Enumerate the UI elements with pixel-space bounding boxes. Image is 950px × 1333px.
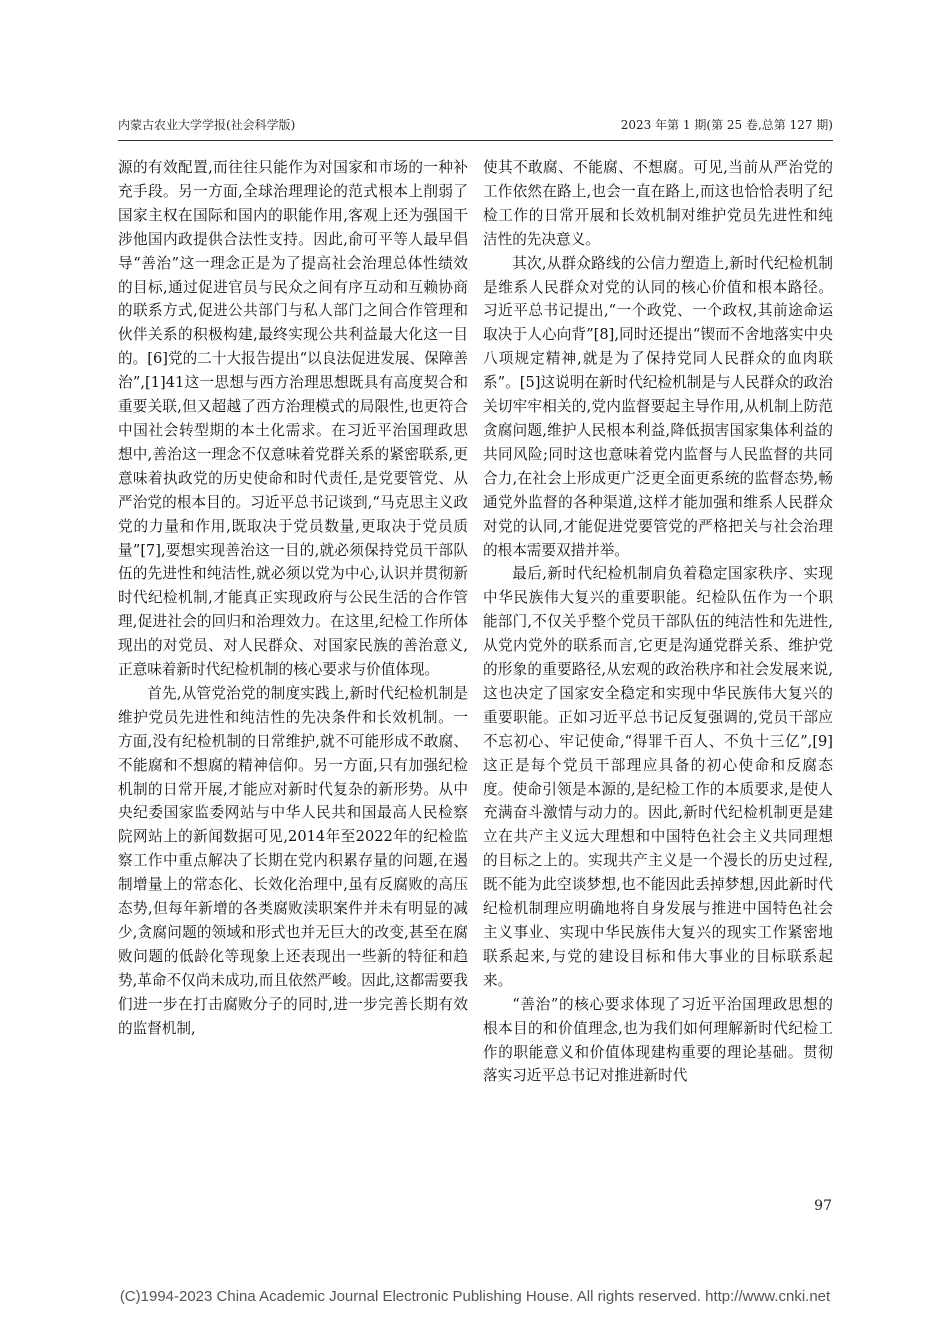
paragraph: 其次,从群众路线的公信力塑造上,新时代纪检机制是维系人民群众对党的认同的核心价值和根本路径。习近平总书记提出,“一个政党、一个政权,其前途命运取决于人心向背”[8],同时还提出“锲而不舍地落实中央八项规定精神,就是为了保持党同人民群众的血肉联系”。[5]这说明在新时代纪检机制是与人民群众的政治关切牢牢相关的,党内监督要起主导作用,从机制上防范贪腐问题,维护人民根本利益,降低损害国家集体利益的共同风险;同时这也意味着党内监督与人民监督的共同合力,在社会上形成更广泛更全面更系统的监督态势,畅通党外监督的各种渠道,这样才能加强和维系人民群众对党的认同,才能促进党要管党的严格把关与社会治理的根本需要双措并举。 — [483, 254, 833, 559]
running-header — [118, 116, 833, 136]
journal-title: 内蒙古农业大学学报(社会科学版) — [118, 118, 296, 132]
copyright-footer: (C)1994-2023 China Academic Journal Electronic Publishing House. All rights reserved. http://www.cnki.net — [119, 1288, 831, 1305]
paragraph: 源的有效配置,而往往只能作为对国家和市场的一种补充手段。另一方面,全球治理理论的范式根本上削弱了国家主权在国际和国内的职能作用,客观上还为强国干涉他国内政提供合法性支持。因此,俞可平等人最早倡导“善治”这一理念正是为了提高社会治理总体性绩效的目标,通过促进官员与民众之间有序互动和互赖协商的联系方式,促进公共部门与私人部门之间合作管理和伙伴关系的积极构建,最终实现公共利益最大化这一目的。[6]党的二十大报告提出“以良法促进发展、保障善治”,[1]41这一思想与西方治理思想既具有高度契合和重要关联,但又超越了西方治理模式的局限性,也更符合中国社会转型期的本土化需求。在习近平治国理政思想中,善治这一理念不仅意味着党群关系的紧密联系,更意味着执政党的历史使命和时代责任,是党要管党、从严治党的根本目的。习近平总书记谈到,“马克思主义政党的力量和作用,既取决于党员数量,更取决于党员质量”[7],要想实现善治这一目的,就必须保持党员干部队伍的先进性和纯洁性,就必须以党为中心,认识并贯彻新时代纪检机制,才能真正实现政府与公民生活的合作管理,促进社会的回归和治理效力。在这里,纪检工作所体现出的对党员、对人民群众、对国家民族的善治意义,正意味着新时代纪检机制的核心要求与价值体现。 — [118, 159, 468, 679]
paragraph: 使其不敢腐、不能腐、不想腐。可见,当前从严治党的工作依然在路上,也会一直在路上,而这也恰恰表明了纪检工作的日常开展和长效机制对维护党员先进性和纯洁性的先决意义。 — [483, 159, 833, 248]
issue-info: 2023 年第 1 期(第 25 卷,总第 127 期) — [620, 118, 833, 132]
paragraph: 最后,新时代纪检机制肩负着稳定国家秩序、实现中华民族伟大复兴的重要职能。纪检队伍作为一个职能部门,不仅关乎整个党员干部队伍的纯洁性和先进性,从党内党外的联系而言,它更是沟通党群关系、维护党的形象的重要路径,从宏观的政治秩序和社会发展来说,这也决定了国家安全稳定和实现中华民族伟大复兴的重要职能。正如习近平总书记反复强调的,党员干部应不忘初心、牢记使命,“得罪千百人、不负十三亿”,[9]这正是每个党员干部理应具备的初心使命和反腐态度。使命引领是本源的,是纪检工作的本质要求,是使人充满奋斗激情与动力的。因此,新时代纪检机制更是建立在共产主义远大理想和中国特色社会主义共同理想的目标之上的。实现共产主义是一个漫长的历史过程,既不能为此空谈梦想,也不能因此丢掉梦想,因此新时代纪检机制理应明确地将自身发展与推进中国特色社会主义事业、实现中华民族伟大复兴的现实工作紧密地联系起来,与党的建设目标和伟大事业的目标联系起来。 — [483, 565, 833, 989]
page-number: 97 — [814, 1198, 832, 1214]
left-column — [118, 156, 468, 1041]
right-column — [483, 156, 833, 1088]
paragraph: 首先,从管党治党的制度实践上,新时代纪检机制是维护党员先进性和纯洁性的先决条件和长效机制。一方面,没有纪检机制的日常维护,就不可能形成不敢腐、不能腐和不想腐的精神信仰。另一方面,只有加强纪检机制的日常开展,才能应对新时代复杂的新形势。从中央纪委国家监委网站与中华人民共和国最高人民检察院网站上的新闻数据可见,2014年至2022年的纪检监察工作中重点解决了长期在党内积累存量的问题,在遏制增量上的常态化、长效化治理中,虽有反腐败的高压态势,但每年新增的各类腐败渎职案件并未有明显的减少,贪腐问题的领域和形式也并无巨大的改变,甚至在腐败问题的低龄化等现象上还表现出一些新的特征和趋势,革命不仅尚未成功,而且依然严峻。因此,这都需要我们进一步在打击腐败分子的同时,进一步完善长期有效的监督机制, — [118, 684, 468, 1037]
header-rule — [118, 140, 833, 141]
paragraph: “善治”的核心要求体现了习近平治国理政思想的根本目的和价值理念,也为我们如何理解新时代纪检工作的职能意义和价值体现建构重要的理论基础。贯彻落实习近平总书记对推进新时代 — [483, 995, 833, 1085]
